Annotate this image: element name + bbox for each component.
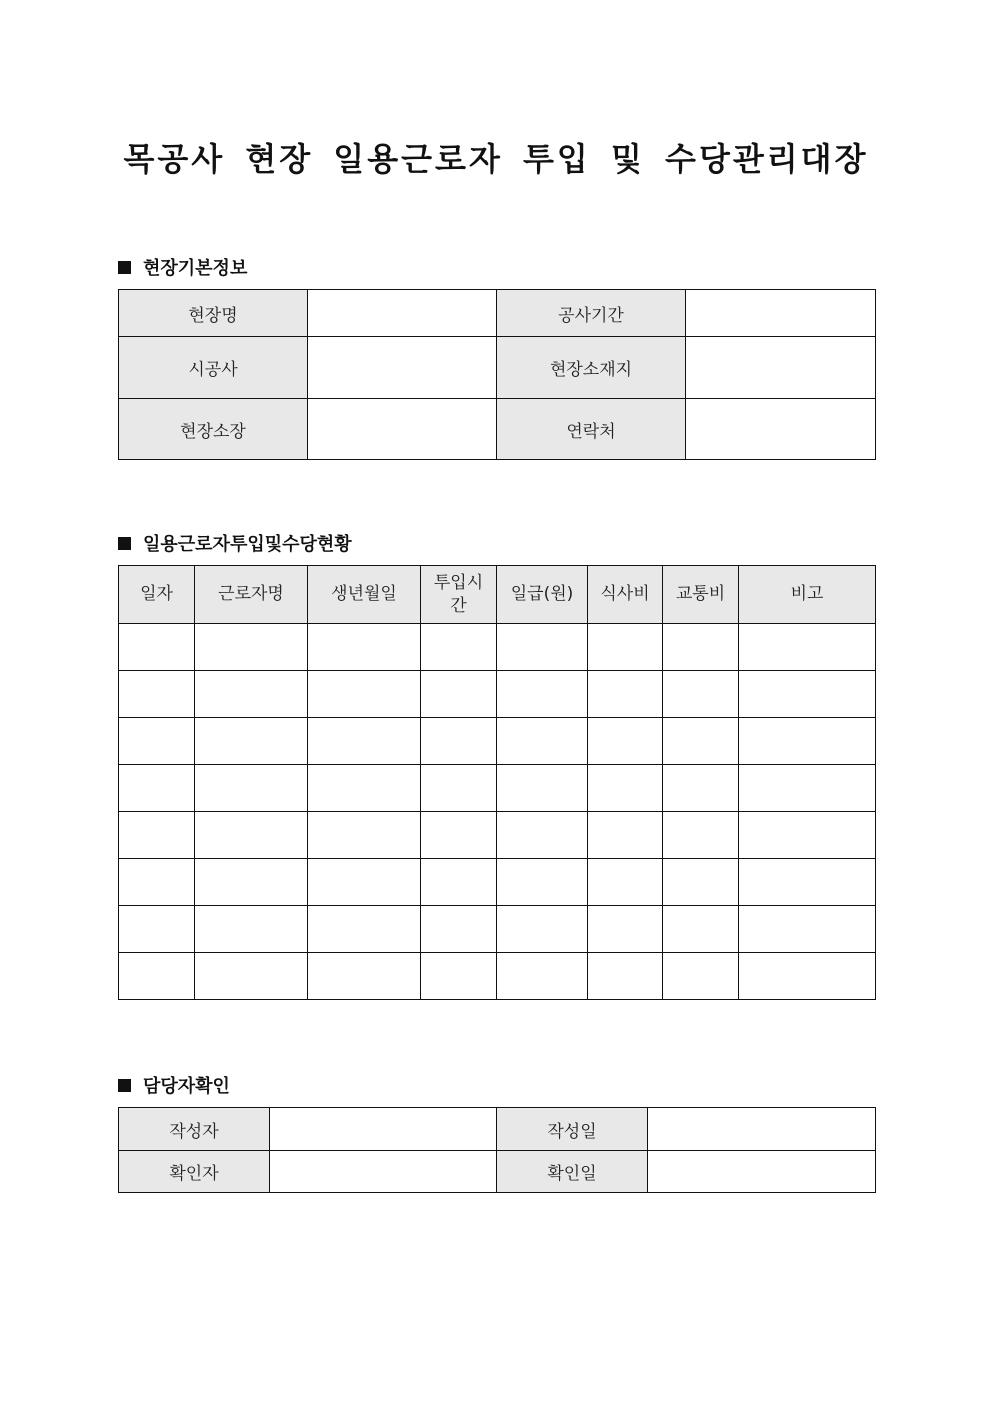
worker-cell-daily-wage[interactable] bbox=[497, 718, 588, 765]
confirmation-heading bbox=[118, 1072, 230, 1098]
site-info-heading bbox=[118, 254, 247, 280]
worker-row bbox=[119, 953, 876, 1000]
confirmation-row bbox=[119, 1151, 876, 1193]
workers-header-row bbox=[119, 566, 876, 624]
worker-cell-work-hours[interactable] bbox=[421, 765, 497, 812]
worker-cell-meal-cost[interactable] bbox=[588, 718, 663, 765]
worker-cell-meal-cost[interactable] bbox=[588, 765, 663, 812]
construction-period-label: 공사기간 bbox=[497, 290, 686, 337]
worker-cell-birth-date[interactable] bbox=[308, 671, 421, 718]
contact-label: 연락처 bbox=[497, 399, 686, 460]
checker-label: 확인자 bbox=[119, 1151, 270, 1193]
worker-row bbox=[119, 906, 876, 953]
worker-cell-worker-name[interactable] bbox=[195, 812, 308, 859]
worker-row bbox=[119, 624, 876, 671]
site-location-field[interactable] bbox=[686, 337, 876, 399]
column-header-meal-cost: 식사비 bbox=[588, 566, 663, 624]
worker-cell-meal-cost[interactable] bbox=[588, 624, 663, 671]
worker-cell-date[interactable] bbox=[119, 812, 195, 859]
column-header-remarks: 비고 bbox=[739, 566, 876, 624]
worker-cell-worker-name[interactable] bbox=[195, 953, 308, 1000]
worker-cell-work-hours[interactable] bbox=[421, 953, 497, 1000]
worker-cell-worker-name[interactable] bbox=[195, 765, 308, 812]
worker-cell-work-hours[interactable] bbox=[421, 624, 497, 671]
worker-cell-work-hours[interactable] bbox=[421, 718, 497, 765]
worker-cell-work-hours[interactable] bbox=[421, 812, 497, 859]
worker-cell-remarks[interactable] bbox=[739, 718, 876, 765]
worker-cell-daily-wage[interactable] bbox=[497, 859, 588, 906]
page-title: 목공사 현장 일용근로자 투입 및 수당관리대장 bbox=[123, 140, 869, 178]
column-header-daily-wage: 일급(원) bbox=[497, 566, 588, 624]
worker-cell-meal-cost[interactable] bbox=[588, 859, 663, 906]
worker-cell-remarks[interactable] bbox=[739, 765, 876, 812]
writer-field[interactable] bbox=[270, 1108, 497, 1151]
worker-cell-birth-date[interactable] bbox=[308, 859, 421, 906]
site-info-row bbox=[119, 399, 876, 460]
contact-field[interactable] bbox=[686, 399, 876, 460]
worker-cell-remarks[interactable] bbox=[739, 671, 876, 718]
worker-cell-worker-name[interactable] bbox=[195, 671, 308, 718]
worker-cell-date[interactable] bbox=[119, 859, 195, 906]
worker-cell-birth-date[interactable] bbox=[308, 718, 421, 765]
writer-label: 작성자 bbox=[119, 1108, 270, 1151]
site-info-heading-text: 현장기본정보 bbox=[143, 258, 248, 279]
site-location-label: 현장소재지 bbox=[497, 337, 686, 399]
checked-date-label: 확인일 bbox=[497, 1151, 648, 1193]
construction-period-field[interactable] bbox=[686, 290, 876, 337]
worker-cell-transport-cost[interactable] bbox=[663, 859, 739, 906]
worker-cell-transport-cost[interactable] bbox=[663, 718, 739, 765]
written-date-label: 작성일 bbox=[497, 1108, 648, 1151]
written-date-field[interactable] bbox=[648, 1108, 876, 1151]
worker-cell-transport-cost[interactable] bbox=[663, 624, 739, 671]
column-header-birth-date: 생년월일 bbox=[308, 566, 421, 624]
column-header-work-hours: 투입시간 bbox=[421, 566, 497, 624]
confirmation-table bbox=[118, 1107, 876, 1193]
worker-cell-daily-wage[interactable] bbox=[497, 624, 588, 671]
worker-cell-daily-wage[interactable] bbox=[497, 812, 588, 859]
checker-field[interactable] bbox=[270, 1151, 497, 1193]
worker-cell-work-hours[interactable] bbox=[421, 859, 497, 906]
workers-heading bbox=[118, 530, 352, 556]
site-info-row bbox=[119, 337, 876, 399]
checked-date-field[interactable] bbox=[648, 1151, 876, 1193]
worker-cell-meal-cost[interactable] bbox=[588, 671, 663, 718]
worker-cell-meal-cost[interactable] bbox=[588, 812, 663, 859]
site-info-row bbox=[119, 290, 876, 337]
worker-cell-meal-cost[interactable] bbox=[588, 906, 663, 953]
worker-cell-worker-name[interactable] bbox=[195, 906, 308, 953]
worker-cell-birth-date[interactable] bbox=[308, 624, 421, 671]
worker-cell-worker-name[interactable] bbox=[195, 859, 308, 906]
worker-row bbox=[119, 765, 876, 812]
worker-cell-daily-wage[interactable] bbox=[497, 906, 588, 953]
square-bullet-icon bbox=[118, 1079, 131, 1092]
worker-cell-daily-wage[interactable] bbox=[497, 765, 588, 812]
contractor-label: 시공사 bbox=[119, 337, 308, 399]
site-name-label: 현장명 bbox=[119, 290, 308, 337]
column-header-worker-name: 근로자명 bbox=[195, 566, 308, 624]
site-manager-field[interactable] bbox=[308, 399, 497, 460]
workers-table bbox=[118, 565, 876, 1000]
site-info-table bbox=[118, 289, 876, 460]
worker-cell-daily-wage[interactable] bbox=[497, 671, 588, 718]
worker-cell-remarks[interactable] bbox=[739, 953, 876, 1000]
column-header-transport-cost: 교통비 bbox=[663, 566, 739, 624]
worker-cell-date[interactable] bbox=[119, 953, 195, 1000]
worker-cell-birth-date[interactable] bbox=[308, 906, 421, 953]
worker-cell-transport-cost[interactable] bbox=[663, 812, 739, 859]
confirmation-heading-text: 담당자확인 bbox=[143, 1076, 230, 1097]
worker-cell-transport-cost[interactable] bbox=[663, 765, 739, 812]
worker-row bbox=[119, 718, 876, 765]
worker-cell-remarks[interactable] bbox=[739, 812, 876, 859]
worker-cell-birth-date[interactable] bbox=[308, 765, 421, 812]
worker-cell-date[interactable] bbox=[119, 765, 195, 812]
column-header-date: 일자 bbox=[119, 566, 195, 624]
contractor-field[interactable] bbox=[308, 337, 497, 399]
site-manager-label: 현장소장 bbox=[119, 399, 308, 460]
worker-row bbox=[119, 859, 876, 906]
worker-cell-date[interactable] bbox=[119, 624, 195, 671]
worker-cell-date[interactable] bbox=[119, 906, 195, 953]
worker-row bbox=[119, 671, 876, 718]
worker-cell-remarks[interactable] bbox=[739, 906, 876, 953]
worker-cell-worker-name[interactable] bbox=[195, 718, 308, 765]
worker-cell-remarks[interactable] bbox=[739, 859, 876, 906]
square-bullet-icon bbox=[118, 261, 131, 274]
worker-row bbox=[119, 812, 876, 859]
worker-cell-work-hours[interactable] bbox=[421, 671, 497, 718]
worker-cell-worker-name[interactable] bbox=[195, 624, 308, 671]
workers-heading-text: 일용근로자투입및수당현황 bbox=[143, 534, 352, 555]
square-bullet-icon bbox=[118, 537, 131, 550]
worker-cell-transport-cost[interactable] bbox=[663, 671, 739, 718]
worker-cell-date[interactable] bbox=[119, 671, 195, 718]
worker-cell-birth-date[interactable] bbox=[308, 812, 421, 859]
confirmation-row bbox=[119, 1108, 876, 1151]
worker-cell-remarks[interactable] bbox=[739, 624, 876, 671]
worker-cell-meal-cost[interactable] bbox=[588, 953, 663, 1000]
worker-cell-transport-cost[interactable] bbox=[663, 953, 739, 1000]
worker-cell-transport-cost[interactable] bbox=[663, 906, 739, 953]
worker-cell-daily-wage[interactable] bbox=[497, 953, 588, 1000]
worker-cell-date[interactable] bbox=[119, 718, 195, 765]
worker-cell-work-hours[interactable] bbox=[421, 906, 497, 953]
worker-cell-birth-date[interactable] bbox=[308, 953, 421, 1000]
site-name-field[interactable] bbox=[308, 290, 497, 337]
